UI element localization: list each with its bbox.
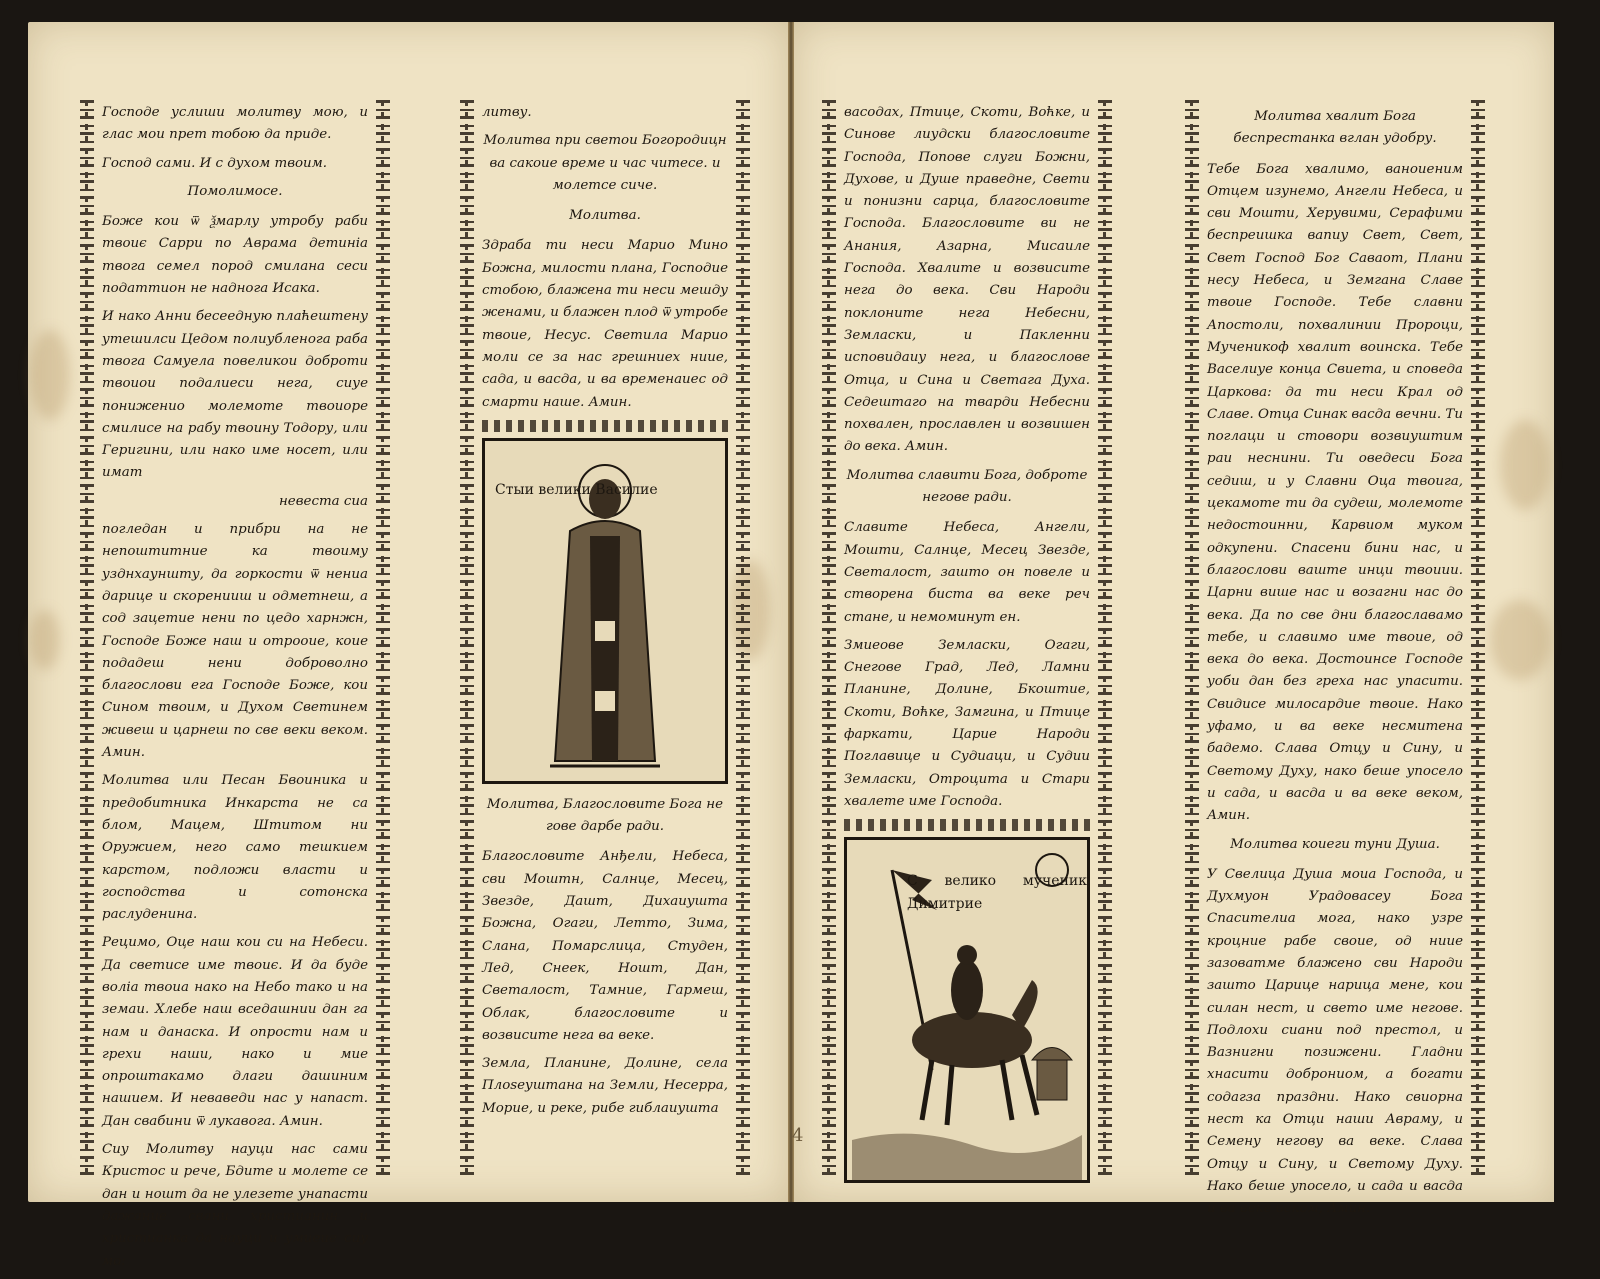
woodcut-caption: С велико мученик Димитрие xyxy=(907,873,1087,912)
paragraph: Рецимо, Оце наш кои си на Небеси. Да светисе име твоиє. И да буде воліа твоиа нако на Небо тако и на земаи. Хлебе наш вседашнии дан га нам и данаска. И опрости нам и грехи наши, нако и мие опроштакамо длаги дашиним нашием. И неваведи нас у напаст. Дан свабини ѿ лукавога. Амин. xyxy=(102,935,368,1129)
column-2-text xyxy=(482,102,728,1126)
ornamental-border xyxy=(822,100,836,1180)
paragraph: Господе услиши молитву мою, и глас мои прет тобою да приде. xyxy=(102,105,368,143)
paragraph: У Свелица Душа моиа Господа, и Духмуон Урадовасеу Бога Спасителиа мога, нако узре кроцние рабе своие, од ниие зазоватме блажено сви Народи зашто Царице нарица мене, кои силан нест, и свето име негове. Подлохи сиани под престол, и Вазнигни позижени. Гладни хнасити доброниом, а богати сoдагза праздни. Нако свиорна нест ка Отци наши Авраму, и Семену негову ва веке. Слава Отцу и Сину, и Светому Духу. Нако беше упосело, и сада и васда и ва веке веком, Амин. xyxy=(1207,866,1463,1217)
paragraph: Тебе Бога хвалимо, ваноиеним Отцем изунемо, Ангели Небеса, и сви Мошти, Херувими, Серафими беспреишка вапиу Свет, Свет, Свет Господ Бог Саваот, Плани несу Небеса, и Земгана Славе твоие Господе. Тебе славни Апостоли, похвалинии Пророци, Мученикоф хвалит воинска. Тебе Васелиуе конца Свиета, и споведа Царкова: да ти неси Крал од Славе. Отца Синак васда вечни. Ти поглаци и стовори возвиуштим раи неснини. Ти оведеси Бога седиш, и у Славни Оца твоига, цекамоте ти да судеш, молемоте недостоинни, Карвиом муком одкупени. Спасени бини нас, и благослови ваште инци твоиии. Царни више нас и возагни нас до века. Да по све дни благославамо тебе, и славимо име твоие, од века до века. Достоинсе Господе уоби дан без греха нас упасити. Свидисе милосардие твоие. Нако уфамо, и ва веке несмитена бадемо. Слава Отцу и Сину, и Светому Духу, нако беше упосело и сада, и васда и ва веке веком, Амин. xyxy=(1207,161,1463,824)
prayer-title: Молитва хвалит Бога беспрестанка вглан удобру. xyxy=(1233,109,1437,147)
woodcut-saint-demetrius xyxy=(844,837,1090,1183)
paragraph: Змиеове Земласки, Огаги, Снегове Град, Лед, Ламни Планине, Долине, Бкоштие, Скоти, Воћке, Замгина, и Птице фаркати, Царие Народи Поглавице и Судиаци, и Судии Земласки, Отроцита и Стари хвалете име Господа. xyxy=(844,637,1090,809)
column-1-text xyxy=(102,102,368,1279)
ornament-divider xyxy=(482,420,728,432)
ornamental-border xyxy=(460,100,474,1180)
paragraph: Боже кои ѿ ѯмарлу утробу раби твоиє Сарри по Аврама детиніа твога семел пород смилана сеси податтион не наднога Исака. xyxy=(102,214,368,297)
prayer-heading: Молитва. xyxy=(569,208,641,224)
column-1 xyxy=(80,100,390,1269)
paragraph: литву. xyxy=(482,105,532,120)
column-3 xyxy=(822,100,1112,1180)
prayer-title: Молитва коиеги туни Душа. xyxy=(1230,836,1440,852)
column-4 xyxy=(1185,100,1485,1217)
ornament-divider xyxy=(844,819,1090,831)
paragraph: И нако Анни бесеедную плаћештену утешилси Цедом полиубленога рабa твога Самуела повеликои доброти твоиои подалиеси нега, сиуе пониженио молемоте твоиоре смилисе на рабу твоину Тодору, или Геригини, или нако име носет, или имат xyxy=(102,309,368,481)
paragraph: Славите Небеса, Ангели, Мошти, Салнце, Месец Звезде, Светалост, зашто он повеле и створена биста ва веке реч стане, и немоминут ен. xyxy=(844,520,1090,625)
paragraph: Помолимосе. xyxy=(187,183,283,199)
ornamental-border xyxy=(80,100,94,1180)
prayer-title: Молитва, Благословите Бога не гове дарбе ради. xyxy=(486,796,724,835)
paragraph: погледан и прибри на не непоштитние ка твоиму узднхауншту, да горкости ѿ нениа дарице и скоренииш и одметнеш, а сод зацетие нени по цедо харнжн, Господе Боже наш и отрооие, коие подадеш нени доброволно благослови ега Господе Боже, кои Сином твоим, и Духом Светинем живеш и царнеш по све веки веком. Амин. xyxy=(102,522,368,761)
paragraph: Земла, Планине, Долине, села Плоѕеуштана на Земли, Несерра, Морие, и реке, рибе гиблаиушта xyxy=(482,1056,728,1116)
page-number: 4 xyxy=(792,1125,804,1146)
column-4-text xyxy=(1207,102,1463,1227)
ornamental-border xyxy=(1185,100,1199,1180)
paragraph: Благословите Анђели, Небеса, сви Моштн, Салнце, Месец, Звезде, Дашт, Дихаиушта Божна, Огаги, Летто, Зима, Слана, Помарслица, Студен, Лед, Снеек, Ношт, Дан, Светалост, Тамние, Гармеш, Облак, благословите и возвисите нега ва веке. xyxy=(482,849,728,1043)
woodcut-saint-basil xyxy=(482,438,728,784)
paragraph: Молитва или Песан Бвоиника и предобитника Инкарста не са блом, Мацем, Штитом ни Оружием, него само тешкием карстом, подложи власти и господства и сотонска раслуденина. xyxy=(102,773,368,923)
center-fold xyxy=(788,22,794,1202)
paragraph: невеста сиа xyxy=(278,493,368,509)
paragraph: Господ сами. И с духом твоим. xyxy=(102,155,328,171)
water-stain xyxy=(30,330,70,420)
ornamental-border xyxy=(376,100,390,1180)
water-stain xyxy=(1500,420,1550,510)
column-2 xyxy=(460,100,750,1180)
water-stain xyxy=(1490,600,1550,680)
prayer-title: Молитва при светои Богородицн ва сакоие време и час читесе. и молетсе сиче. xyxy=(483,133,727,193)
column-3-text xyxy=(844,102,1090,1193)
paragraph: васодах, Птице, Скоти, Воћке, и Синове лиудски благословите Господа, Попове слуги Божни, Духове, и Душе праведне, Свети и понизни сарца, благословите Господа. Благословите ви не Анания, Азарна, Мисаиле Господа. Хвалите и возвисите нега до века. Сви Народи поклоните нега Небесни, Земласки, и Пакленни исповидаиу нега, и благослове Отца, и Сина и Светага Духа. Седештаго на тварди Небесни похвален, прославлен и возвишен до века. Амин. xyxy=(844,105,1090,455)
ornamental-border xyxy=(1098,100,1112,1180)
prayer-title: Молитва славити Бога, доброте негове ради. xyxy=(846,467,1088,506)
water-stain xyxy=(30,610,60,670)
paragraph: Здраба ти неси Марио Мино Божна, милости плана, Господие стобою, блажена ти неси мешду женами, и блажен плод ѿ утробе твоие, Несус. Светила Марио моли се за нас грешниех ниие, сада, и васда, и ва временаиес од смарти наше. Амин. xyxy=(482,238,728,410)
ornamental-border xyxy=(1471,100,1485,1180)
ornamental-border xyxy=(736,100,750,1180)
paragraph: Сиу Молитву науци нас сами Кристос и рече, Бдите и молете се дан и ношт да не улезете унапасти дажание свани христианин и христианка да науци и умиеие сиу мо: xyxy=(102,1142,368,1269)
woodcut-caption: Стыи велики Василие xyxy=(495,481,658,498)
